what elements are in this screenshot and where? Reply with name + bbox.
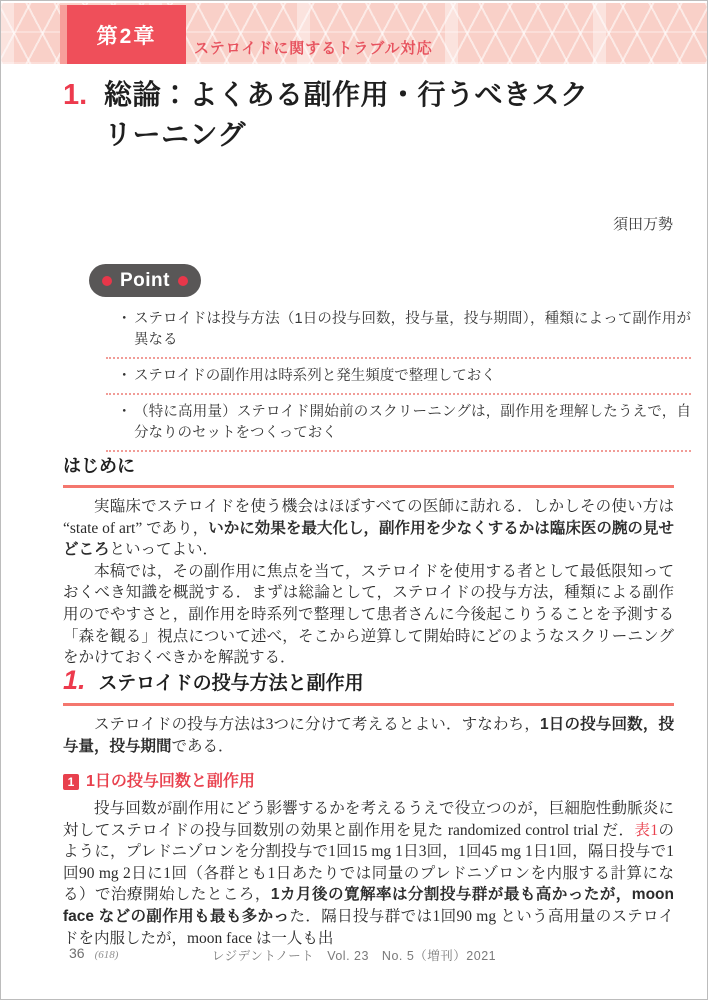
section-body (63, 714, 674, 757)
subsection-heading (63, 774, 674, 790)
point-box (89, 264, 691, 452)
point-list-item (106, 359, 691, 395)
text-segment: 本稿では，その副作用に焦点を当て，ステロイドを使用する者として最低限知っておくべき知識を概説する．まずは総論として，ステロイドの投与方法，種類による副作用のでやすさと，副作用を時系列で整理して患者さんに今後起こりうることを予測する「森を観る」視点について述べ，そこから逆算して開始時にどのようなスクリーニングをかけておくべきかを解説する． (63, 562, 674, 667)
text-segment: ステロイドの投与方法は3つに分けて考えるとよい．すなわち， (94, 716, 540, 733)
text-segment: いかに効果を最大化し，副作用を少なくするかは臨床医の腕の見せどころ (63, 519, 674, 559)
page-title (63, 75, 596, 155)
title-text: 総論：よくある副作用・行うべきスクリーニング (104, 79, 589, 150)
text-segment: 投与回数が副作用にどう影響するかを考えるうえで役立つのが，巨細胞性動脈炎に対してステロイドの投与回数別の効果と副作用を見た randomized control trial だ． (63, 800, 674, 839)
text-segment: のように，プレドニゾロンを分割投与で1回15 mg 1日3回，1回45 mg 1日1回，隔日投与で1回90 mg 2日に1回（各群とも1日あたりでは同量のプレドニゾロンを内服する計算になる）で治療開始したところ， (63, 821, 674, 904)
page-number: 36 (69, 945, 85, 961)
text-segment: た．隔日投与群では1回90 mg という高用量のステロイドを内服したが，moon face は一人も出 (63, 907, 674, 947)
author-name: 須田万勢 (612, 216, 673, 233)
paragraph (63, 798, 674, 949)
title-number: 1. (63, 79, 88, 111)
bullet-icon: ・ (117, 404, 132, 420)
point-item-text: ステロイドの副作用は時系列と発生頻度で整理しておく (134, 368, 496, 384)
folio-number: (618) (94, 949, 119, 961)
text-segment: 1日の投与回数，投与量，投与期間 (63, 716, 675, 755)
subsection-body (63, 798, 674, 949)
point-item-text: （特に高用量）ステロイド開始前のスクリーニングは，副作用を理解したうえで，自分なりのセットをつくっておく (134, 404, 691, 441)
text-segment: である． (171, 737, 234, 755)
section-intro (63, 452, 674, 669)
subsection-number-icon: 1 (63, 774, 79, 790)
text-segment: 1カ月後の寛解率は分割投与群が最も高かったが，moon face などの副作用も最も多かっ (63, 886, 674, 925)
section-title: ステロイドの投与方法と副作用 (98, 673, 364, 694)
bullet-icon: ・ (117, 368, 132, 384)
section-1 (63, 667, 674, 757)
text-segment: 実臨床でステロイドを使う機会はほぼすべての医師に訪れる．しかしその使い方は “state of art” であり， (63, 498, 674, 537)
paragraph (63, 561, 674, 669)
chapter-title: ステロイドに関するトラブル対応 (194, 40, 433, 57)
paragraph (63, 496, 674, 561)
paragraph (63, 714, 674, 757)
section-heading: はじめに (63, 452, 674, 488)
point-label: Point (120, 270, 170, 291)
point-item-text: ステロイドは投与方法（1日の投与回数，投与量，投与期間），種類によって副作用が異なる (134, 311, 691, 348)
point-list-item (106, 395, 691, 452)
section-heading (63, 667, 674, 706)
subsection-1 (63, 774, 674, 949)
point-dot-icon (102, 276, 112, 286)
page-footer (69, 945, 118, 961)
journal-footer: レジデントノート Vol. 23 No. 5（増刊）2021 (211, 949, 497, 963)
point-list-item (106, 302, 691, 359)
text-segment: といってよい． (109, 541, 219, 559)
point-list (106, 302, 691, 452)
bullet-icon: ・ (117, 311, 132, 327)
point-dot-icon (178, 276, 188, 286)
point-pill (89, 264, 201, 297)
text-segment: 表1 (634, 821, 659, 839)
chapter-badge (60, 5, 186, 64)
section-body (63, 496, 674, 669)
chapter-badge-label: 第2章 (96, 24, 157, 48)
section-number: 1. (63, 665, 86, 695)
subsection-title: 1日の投与回数と副作用 (86, 773, 255, 790)
